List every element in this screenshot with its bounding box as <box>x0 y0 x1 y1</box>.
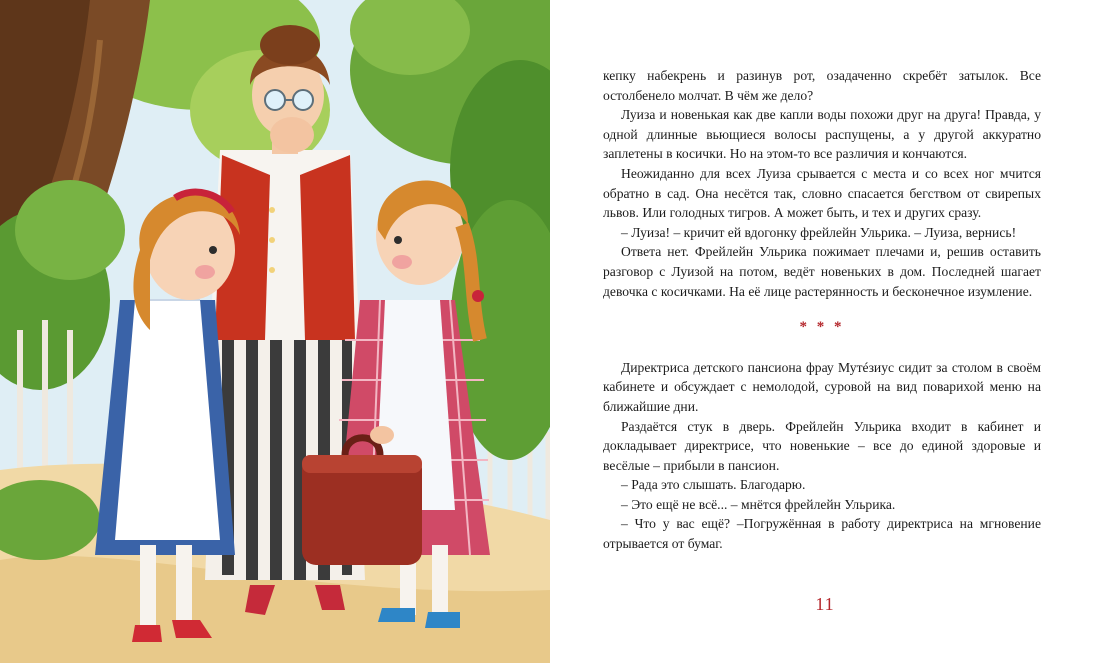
story-text <box>603 66 1041 554</box>
paragraph: Луиза и новенькая как две капли воды похожи друг на друга! Правда, у одной длинные вьющиеся волосы распущены, а у другой аккуратно заплетены в косички. Но на этом-то все различия и кончаются. <box>603 107 1041 162</box>
paragraph: Неожиданно для всех Луиза срывается с места и со всех ног мчится обратно в сад. Она несётся так, словно спасается бегством от свирепых львов. Или голодных тигров. А может быть, и тех и других сразу. <box>603 165 1041 221</box>
paragraph: Раздаётся стук в дверь. Фрейлейн Ульрика входит в кабинет и докладывает директрисе, что новенькие – все до единой здоровые и весёлые – прибыли в пансион. <box>603 418 1041 473</box>
paragraph: – Рада это слышать. Благодарю. <box>621 477 806 493</box>
paragraph: Директриса детского пансиона фрау Мутéзиус сидит за столом в своём кабинете и обсуждает с немолодой, суровой на вид поварихой меню на ближайшие дни. <box>603 359 1041 414</box>
section-separator: * * * <box>799 319 845 336</box>
paragraph: – Луиза! – кричит ей вдогонку фрейлейн Ульрика. – Луиза, вернись! <box>621 224 1017 240</box>
paragraph: кепку набекрень и разинув рот, озадаченно скребёт затылок. Все остолбенело молчат. В чём же дело? <box>603 68 1041 103</box>
text-page <box>550 0 1100 663</box>
paragraph: – Что у вас ещё? –Погружённая в работу директриса на мгновение отрывается от бумаг. <box>603 516 1041 552</box>
page-number: 11 <box>815 594 835 614</box>
paragraph: Ответа нет. Фрейлейн Ульрика пожимает плечами и, решив оставить разговор с Луизой на потом, ведёт новеньких в дом. Последней шагает девочка с косичками. На её лице растерянность и бесконечное изумление. <box>603 244 1041 299</box>
paragraph: – Это ещё не всё... – мнётся фрейлейн Ульрика. <box>621 496 896 512</box>
